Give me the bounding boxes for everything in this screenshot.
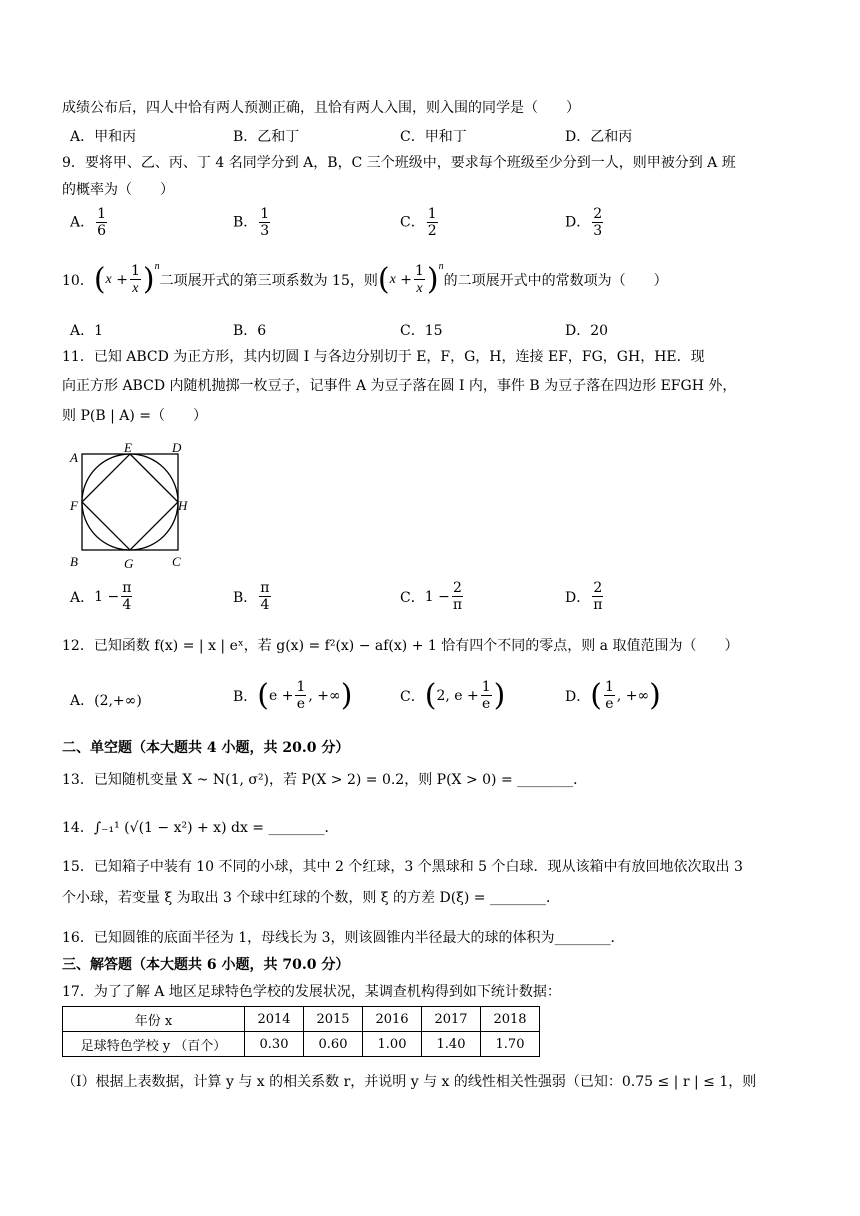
fraction: $\frac{1}{6}$ — [97, 206, 107, 239]
q12-option-c[interactable]: C． ( 2, e + $\frac{1}{e}$ ) — [400, 678, 506, 713]
q15-stem-line2: 个小球，若变量 ξ 为取出 3 个球中红球的个数，则 ξ 的方差 D(ξ) = ________． — [62, 890, 560, 906]
q11-stem-line1: 11．已知 ABCD 为正方形，其内切圆 I 与各边分别切于 E，F，G，H，连接 EF，FG，GH，HE．现 — [62, 349, 705, 365]
q9-stem-line2: 的概率为（ ） — [62, 182, 174, 198]
question-number: 14． — [62, 820, 94, 836]
q12-option-d[interactable]: D． ( $\frac{1}{e}$ , +∞ ) — [565, 678, 661, 713]
label-g: G — [124, 556, 134, 571]
q17-stem: 17．为了了解 A 地区足球特色学校的发展状况，某调查机构得到如下统计数据： — [62, 984, 561, 1000]
label-f: F — [70, 498, 78, 513]
table-cell: 1.40 — [422, 1032, 481, 1057]
q9-stem-line1: 9．要将甲、乙、丙、丁 4 名同学分到 A，B，C 三个班级中，要求每个班级至少分到一人，则甲被分到 A 班 — [62, 155, 736, 171]
q11-option-c[interactable]: C． 1 − $\frac{2}{\pi}$ — [400, 580, 463, 613]
table-cell: 2016 — [363, 1007, 422, 1032]
q16-stem: 16．已知圆锥的底面半径为 1，母线长为 3，则该圆锥内半径最大的球的体积为________． — [62, 930, 625, 946]
inscribed-circle — [82, 454, 178, 550]
label-e: E — [124, 440, 132, 455]
section-heading-answers: 三、解答题（本大题共 6 小题，共 70.0 分） — [62, 957, 350, 973]
q9-option-b[interactable] — [233, 206, 272, 239]
label-h: H — [178, 498, 188, 513]
q12-option-b[interactable]: B． ( e + $\frac{1}{e}$ , +∞ ) — [233, 678, 353, 713]
table-cell: 2017 — [422, 1007, 481, 1032]
q9-option-a[interactable] — [70, 206, 109, 239]
question-number: 10． — [62, 272, 94, 289]
q8-option-b[interactable]: B．乙和丁 — [233, 129, 300, 145]
table-cell: 年份 x — [63, 1007, 245, 1032]
q14-integral: ∫₋₁¹ (√(1 − x²) + x) dx = ________． — [93, 820, 339, 836]
q12-stem: 12．已知函数 f(x) = | x | eˣ，若 g(x) = f²(x) − af(x) + 1 恰有四个不同的零点，则 a 取值范围为（ ） — [62, 638, 739, 654]
label-c: C — [172, 554, 181, 569]
q10-stem-mid: 二项展开式的第三项系数为 15，则 — [159, 272, 378, 289]
q13-stem: 13．已知随机变量 X ~ N(1, σ²)，若 P(X > 2) = 0.2，则 P(X > 0) = ________． — [62, 772, 588, 788]
q10-option-c[interactable]: C．15 — [400, 323, 443, 339]
option-label: C． — [400, 214, 425, 231]
table-row — [63, 1007, 540, 1032]
label-d: D — [172, 440, 182, 455]
q10-option-b[interactable]: B．6 — [233, 323, 267, 339]
option-label: D． — [565, 214, 591, 231]
table-cell: 1.70 — [481, 1032, 540, 1057]
table-cell: 2014 — [245, 1007, 304, 1032]
q10-stem-end: 的二项展开式中的常数项为（ ） — [443, 272, 668, 289]
q8-option-a[interactable]: A．甲和丙 — [70, 129, 137, 145]
q9-option-c[interactable] — [400, 206, 440, 239]
q10-option-d[interactable]: D．20 — [565, 323, 609, 339]
option-label: A． — [70, 214, 95, 231]
q11-option-b[interactable]: B． $\frac{\pi}{4}$ — [233, 580, 270, 613]
option-label: B． — [233, 214, 258, 231]
table-cell: 0.30 — [245, 1032, 304, 1057]
q14-stem — [62, 818, 338, 838]
fraction: $\frac{1}{2}$ — [427, 206, 437, 239]
q17-part1: （Ⅰ）根据上表数据，计算 y 与 x 的相关系数 r，并说明 y 与 x 的线性相关性强弱（已知：0.75 ≤ | r | ≤ 1，则 — [62, 1074, 757, 1090]
stat-table — [62, 1006, 540, 1057]
q8-stem: 成绩公布后，四人中恰有两人预测正确，且恰有两人入围，则入围的同学是（ ） — [62, 100, 580, 116]
q8-option-d[interactable]: D．乙和丙 — [565, 129, 633, 145]
table-cell: 0.60 — [304, 1032, 363, 1057]
q9-option-d[interactable] — [565, 206, 605, 239]
q15-stem-line1: 15．已知箱子中装有 10 不同的小球，其中 2 个红球，3 个黑球和 5 个白球．现从该箱中有放回地依次取出 3 — [62, 859, 743, 875]
table-cell: 1.00 — [363, 1032, 422, 1057]
q11-stem-line3: 则 P(B | A) =（ ） — [62, 408, 207, 424]
q10-option-a[interactable]: A．1 — [70, 323, 104, 339]
q10-stem: 10． ( x + $\frac{1}{x}$ ) n 二项展开式的第三项系数为 15，则 ( x + $\frac{1}{x}$ ) n 的二项展开式中的常数项为（ ） — [62, 261, 668, 297]
table-cell: 2018 — [481, 1007, 540, 1032]
table-row — [63, 1032, 540, 1057]
q12-option-a[interactable]: A．(2,+∞) — [70, 693, 142, 709]
square-circle-figure — [62, 440, 202, 574]
table-cell: 足球特色学校 y （百个） — [63, 1032, 245, 1057]
fraction: $\frac{1}{3}$ — [260, 206, 270, 239]
q8-option-c[interactable]: C．甲和丁 — [400, 129, 467, 145]
table-cell: 2015 — [304, 1007, 363, 1032]
label-a: A — [70, 450, 78, 465]
q11-stem-line2: 向正方形 ABCD 内随机抛掷一枚豆子，记事件 A 为豆子落在圆 I 内，事件 B 为豆子落在四边形 EFGH 外， — [62, 378, 737, 394]
fraction: $\frac{2}{3}$ — [593, 206, 603, 239]
section-heading-fill-in: 二、单空题（本大题共 4 小题，共 20.0 分） — [62, 740, 350, 756]
q11-option-d[interactable]: D． $\frac{2}{\pi}$ — [565, 580, 603, 613]
label-b: B — [70, 554, 78, 569]
q11-option-a[interactable]: A． 1 − $\frac{\pi}{4}$ — [70, 580, 132, 613]
